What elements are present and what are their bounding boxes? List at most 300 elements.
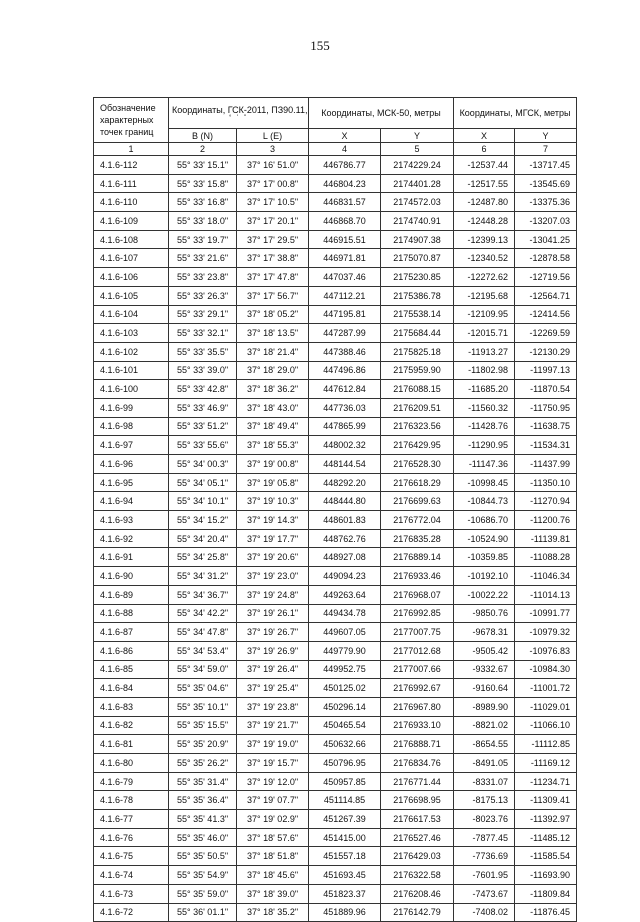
table-row (94, 716, 577, 735)
table-row (94, 511, 577, 530)
cell-mgsk-x: -11685.20 (454, 380, 515, 399)
cell-mgsk-x: -10192.10 (454, 567, 515, 586)
table-row (94, 473, 577, 492)
cell-msk-y: 2176617.53 (381, 810, 454, 829)
cell-msk-x: 450957.85 (309, 772, 381, 791)
cell-point-id: 4.1.6-77 (94, 810, 169, 829)
cell-mgsk-y: -11029.01 (515, 697, 577, 716)
cell-longitude-l: 37° 19' 17.7" (237, 529, 309, 548)
cell-msk-x: 450465.54 (309, 716, 381, 735)
cell-mgsk-y: -11585.54 (515, 847, 577, 866)
cell-msk-y: 2177007.75 (381, 623, 454, 642)
cell-longitude-l: 37° 19' 26.1" (237, 604, 309, 623)
cell-longitude-l: 37° 19' 26.9" (237, 641, 309, 660)
cell-mgsk-y: -13375.36 (515, 193, 577, 212)
cell-longitude-l: 37° 19' 26.4" (237, 660, 309, 679)
column-number: 4 (309, 143, 381, 156)
cell-mgsk-y: -12878.58 (515, 249, 577, 268)
cell-mgsk-y: -10976.83 (515, 641, 577, 660)
cell-msk-y: 2177007.66 (381, 660, 454, 679)
cell-msk-y: 2176888.71 (381, 735, 454, 754)
cell-latitude-b: 55° 36' 01.1" (169, 903, 237, 922)
cell-point-id: 4.1.6-90 (94, 567, 169, 586)
cell-msk-y: 2176429.03 (381, 847, 454, 866)
cell-msk-y: 2176933.46 (381, 567, 454, 586)
cell-longitude-l: 37° 19' 14.3" (237, 511, 309, 530)
table-row (94, 604, 577, 623)
cell-point-id: 4.1.6-94 (94, 492, 169, 511)
cell-longitude-l: 37° 19' 07.7" (237, 791, 309, 810)
cell-msk-x: 448292.20 (309, 473, 381, 492)
cell-mgsk-y: -10984.30 (515, 660, 577, 679)
cell-point-id: 4.1.6-79 (94, 772, 169, 791)
table-row (94, 585, 577, 604)
cell-msk-y: 2174229.24 (381, 156, 454, 175)
cell-msk-y: 2176992.67 (381, 679, 454, 698)
cell-latitude-b: 55° 34' 00.3" (169, 455, 237, 474)
cell-mgsk-x: -8989.90 (454, 697, 515, 716)
cell-mgsk-x: -11802.98 (454, 361, 515, 380)
cell-mgsk-y: -11088.28 (515, 548, 577, 567)
column-number: 7 (515, 143, 577, 156)
cell-msk-x: 448601.83 (309, 511, 381, 530)
cell-point-id: 4.1.6-107 (94, 249, 169, 268)
table-row (94, 847, 577, 866)
cell-longitude-l: 37° 18' 29.0" (237, 361, 309, 380)
cell-latitude-b: 55° 33' 35.5" (169, 342, 237, 361)
cell-msk-x: 451415.00 (309, 828, 381, 847)
cell-msk-x: 450632.66 (309, 735, 381, 754)
cell-mgsk-y: -11014.13 (515, 585, 577, 604)
cell-msk-x: 451889.96 (309, 903, 381, 922)
cell-mgsk-y: -12414.56 (515, 305, 577, 324)
cell-mgsk-x: -11290.95 (454, 436, 515, 455)
cell-mgsk-x: -11428.76 (454, 417, 515, 436)
cell-longitude-l: 37° 18' 21.4" (237, 342, 309, 361)
cell-msk-x: 449952.75 (309, 660, 381, 679)
table-row (94, 286, 577, 305)
cell-msk-x: 451693.45 (309, 866, 381, 885)
cell-point-id: 4.1.6-108 (94, 230, 169, 249)
coordinates-table-body (94, 156, 577, 922)
cell-longitude-l: 37° 19' 19.0" (237, 735, 309, 754)
cell-mgsk-x: -10524.90 (454, 529, 515, 548)
table-row (94, 212, 577, 231)
cell-mgsk-y: -11066.10 (515, 716, 577, 735)
cell-mgsk-x: -11560.32 (454, 398, 515, 417)
table-row (94, 697, 577, 716)
column-number: 3 (237, 143, 309, 156)
cell-msk-y: 2176208.46 (381, 884, 454, 903)
cell-mgsk-x: -8331.07 (454, 772, 515, 791)
cell-msk-x: 448144.54 (309, 455, 381, 474)
cell-msk-x: 447612.84 (309, 380, 381, 399)
cell-mgsk-x: -12109.95 (454, 305, 515, 324)
header-gsk-title: Координаты, ГСК-2011, ПЗ90.11, (172, 105, 308, 115)
cell-latitude-b: 55° 33' 15.1" (169, 156, 237, 175)
cell-latitude-b: 55° 34' 53.4" (169, 641, 237, 660)
cell-point-id: 4.1.6-109 (94, 212, 169, 231)
cell-msk-x: 448002.32 (309, 436, 381, 455)
cell-latitude-b: 55° 34' 59.0" (169, 660, 237, 679)
cell-latitude-b: 55° 35' 46.0" (169, 828, 237, 847)
cell-longitude-l: 37° 16' 51.0" (237, 156, 309, 175)
table-row (94, 324, 577, 343)
header-sub-mgsk-y: Y (515, 129, 577, 143)
cell-msk-y: 2175825.18 (381, 342, 454, 361)
coordinates-table (93, 97, 577, 922)
page-number: 155 (310, 38, 330, 53)
cell-point-id: 4.1.6-78 (94, 791, 169, 810)
cell-msk-y: 2176528.30 (381, 455, 454, 474)
cell-msk-y: 2176618.29 (381, 473, 454, 492)
cell-msk-y: 2175230.85 (381, 268, 454, 287)
cell-longitude-l: 37° 17' 47.8" (237, 268, 309, 287)
cell-latitude-b: 55° 35' 41.3" (169, 810, 237, 829)
cell-msk-y: 2176527.46 (381, 828, 454, 847)
cell-msk-x: 447195.81 (309, 305, 381, 324)
cell-mgsk-x: -7877.45 (454, 828, 515, 847)
table-row (94, 903, 577, 922)
cell-point-id: 4.1.6-103 (94, 324, 169, 343)
cell-longitude-l: 37° 19' 21.7" (237, 716, 309, 735)
cell-latitude-b: 55° 34' 05.1" (169, 473, 237, 492)
header-sub-l: L (E) (237, 129, 309, 143)
cell-msk-x: 451557.18 (309, 847, 381, 866)
cell-mgsk-y: -11200.76 (515, 511, 577, 530)
cell-msk-y: 2176835.28 (381, 529, 454, 548)
cell-longitude-l: 37° 17' 00.8" (237, 174, 309, 193)
cell-msk-x: 449607.05 (309, 623, 381, 642)
cell-mgsk-x: -8491.05 (454, 754, 515, 773)
cell-point-id: 4.1.6-81 (94, 735, 169, 754)
cell-point-id: 4.1.6-102 (94, 342, 169, 361)
cell-point-id: 4.1.6-105 (94, 286, 169, 305)
cell-longitude-l: 37° 19' 10.3" (237, 492, 309, 511)
cell-mgsk-y: -11392.97 (515, 810, 577, 829)
cell-point-id: 4.1.6-74 (94, 866, 169, 885)
cell-mgsk-x: -8821.02 (454, 716, 515, 735)
cell-msk-y: 2176142.79 (381, 903, 454, 922)
cell-latitude-b: 55° 33' 42.8" (169, 380, 237, 399)
cell-latitude-b: 55° 35' 36.4" (169, 791, 237, 810)
cell-mgsk-x: -9160.64 (454, 679, 515, 698)
cell-mgsk-x: -12448.28 (454, 212, 515, 231)
cell-msk-x: 447496.86 (309, 361, 381, 380)
cell-point-id: 4.1.6-85 (94, 660, 169, 679)
cell-msk-y: 2176429.95 (381, 436, 454, 455)
cell-msk-y: 2177012.68 (381, 641, 454, 660)
cell-msk-y: 2176699.63 (381, 492, 454, 511)
cell-msk-x: 446868.70 (309, 212, 381, 231)
cell-msk-y: 2176698.95 (381, 791, 454, 810)
cell-latitude-b: 55° 33' 21.6" (169, 249, 237, 268)
cell-msk-y: 2174401.28 (381, 174, 454, 193)
cell-mgsk-y: -11112.85 (515, 735, 577, 754)
cell-msk-x: 448762.76 (309, 529, 381, 548)
table-row (94, 193, 577, 212)
cell-mgsk-x: -8175.13 (454, 791, 515, 810)
table-row (94, 417, 577, 436)
cell-msk-x: 446915.51 (309, 230, 381, 249)
cell-mgsk-y: -11870.54 (515, 380, 577, 399)
table-row (94, 529, 577, 548)
cell-latitude-b: 55° 35' 15.5" (169, 716, 237, 735)
table-row (94, 791, 577, 810)
cell-latitude-b: 55° 33' 32.1" (169, 324, 237, 343)
cell-point-id: 4.1.6-106 (94, 268, 169, 287)
cell-latitude-b: 55° 35' 59.0" (169, 884, 237, 903)
cell-mgsk-x: -11147.36 (454, 455, 515, 474)
cell-msk-y: 2176323.56 (381, 417, 454, 436)
cell-latitude-b: 55° 34' 36.7" (169, 585, 237, 604)
cell-latitude-b: 55° 33' 39.0" (169, 361, 237, 380)
cell-latitude-b: 55° 33' 29.1" (169, 305, 237, 324)
header-point-designation: Обозначение характерных точек границ (94, 98, 169, 143)
cell-mgsk-x: -8023.76 (454, 810, 515, 829)
table-row (94, 548, 577, 567)
cell-longitude-l: 37° 17' 29.5" (237, 230, 309, 249)
cell-msk-x: 446804.23 (309, 174, 381, 193)
cell-mgsk-y: -13041.25 (515, 230, 577, 249)
cell-mgsk-y: -12719.56 (515, 268, 577, 287)
cell-msk-x: 447287.99 (309, 324, 381, 343)
cell-mgsk-y: -11350.10 (515, 473, 577, 492)
header-gsk-group (169, 98, 309, 129)
cell-mgsk-y: -11809.84 (515, 884, 577, 903)
cell-mgsk-x: -10998.45 (454, 473, 515, 492)
cell-msk-x: 451823.37 (309, 884, 381, 903)
cell-msk-x: 449094.23 (309, 567, 381, 586)
table-row (94, 174, 577, 193)
cell-msk-y: 2176772.04 (381, 511, 454, 530)
cell-point-id: 4.1.6-111 (94, 174, 169, 193)
header-sub-b: B (N) (169, 129, 237, 143)
cell-latitude-b: 55° 35' 26.2" (169, 754, 237, 773)
cell-mgsk-y: -11046.34 (515, 567, 577, 586)
cell-latitude-b: 55° 34' 42.2" (169, 604, 237, 623)
cell-mgsk-y: -11437.99 (515, 455, 577, 474)
cell-point-id: 4.1.6-112 (94, 156, 169, 175)
cell-mgsk-x: -8654.55 (454, 735, 515, 754)
cell-latitude-b: 55° 35' 04.6" (169, 679, 237, 698)
cell-latitude-b: 55° 33' 19.7" (169, 230, 237, 249)
cell-msk-x: 451114.85 (309, 791, 381, 810)
table-row (94, 772, 577, 791)
cell-mgsk-x: -11913.27 (454, 342, 515, 361)
cell-latitude-b: 55° 33' 55.6" (169, 436, 237, 455)
cell-mgsk-y: -11534.31 (515, 436, 577, 455)
cell-point-id: 4.1.6-96 (94, 455, 169, 474)
cell-msk-x: 447037.46 (309, 268, 381, 287)
cell-msk-y: 2174907.38 (381, 230, 454, 249)
cell-point-id: 4.1.6-73 (94, 884, 169, 903)
cell-mgsk-x: -12272.62 (454, 268, 515, 287)
column-number: 6 (454, 143, 515, 156)
table-row (94, 884, 577, 903)
cell-msk-x: 448927.08 (309, 548, 381, 567)
cell-latitude-b: 55° 34' 20.4" (169, 529, 237, 548)
cell-point-id: 4.1.6-110 (94, 193, 169, 212)
cell-mgsk-y: -11638.75 (515, 417, 577, 436)
cell-point-id: 4.1.6-72 (94, 903, 169, 922)
cell-point-id: 4.1.6-86 (94, 641, 169, 660)
cell-msk-x: 447865.99 (309, 417, 381, 436)
cell-longitude-l: 37° 19' 12.0" (237, 772, 309, 791)
cell-mgsk-y: -11997.13 (515, 361, 577, 380)
cell-mgsk-x: -12537.44 (454, 156, 515, 175)
cell-point-id: 4.1.6-75 (94, 847, 169, 866)
cell-point-id: 4.1.6-95 (94, 473, 169, 492)
cell-msk-x: 449434.78 (309, 604, 381, 623)
cell-mgsk-x: -12015.71 (454, 324, 515, 343)
cell-latitude-b: 55° 34' 10.1" (169, 492, 237, 511)
cell-msk-y: 2176771.44 (381, 772, 454, 791)
table-row (94, 268, 577, 287)
header-sub-msk-x: X (309, 129, 381, 143)
table-row (94, 361, 577, 380)
cell-latitude-b: 55° 34' 31.2" (169, 567, 237, 586)
cell-point-id: 4.1.6-100 (94, 380, 169, 399)
cell-msk-x: 447112.21 (309, 286, 381, 305)
cell-mgsk-x: -12195.68 (454, 286, 515, 305)
cell-latitude-b: 55° 35' 54.9" (169, 866, 237, 885)
cell-mgsk-x: -10022.22 (454, 585, 515, 604)
cell-mgsk-x: -9850.76 (454, 604, 515, 623)
cell-longitude-l: 37° 19' 23.8" (237, 697, 309, 716)
cell-latitude-b: 55° 35' 31.4" (169, 772, 237, 791)
cell-msk-x: 450296.14 (309, 697, 381, 716)
cell-point-id: 4.1.6-99 (94, 398, 169, 417)
table-row (94, 342, 577, 361)
cell-point-id: 4.1.6-93 (94, 511, 169, 530)
cell-latitude-b: 55° 33' 16.8" (169, 193, 237, 212)
cell-msk-y: 2176968.07 (381, 585, 454, 604)
cell-mgsk-y: -11485.12 (515, 828, 577, 847)
cell-mgsk-x: -7736.69 (454, 847, 515, 866)
table-row (94, 810, 577, 829)
table-row (94, 641, 577, 660)
table-row (94, 455, 577, 474)
cell-longitude-l: 37° 17' 10.5" (237, 193, 309, 212)
cell-longitude-l: 37° 19' 00.8" (237, 455, 309, 474)
cell-msk-x: 446786.77 (309, 156, 381, 175)
cell-mgsk-x: -9678.31 (454, 623, 515, 642)
cell-longitude-l: 37° 19' 25.4" (237, 679, 309, 698)
cell-latitude-b: 55° 33' 26.3" (169, 286, 237, 305)
cell-point-id: 4.1.6-98 (94, 417, 169, 436)
cell-mgsk-x: -10686.70 (454, 511, 515, 530)
cell-latitude-b: 55° 35' 10.1" (169, 697, 237, 716)
header-mgsk-group: Координаты, МГСК, метры (454, 98, 577, 129)
table-row (94, 623, 577, 642)
cell-mgsk-x: -7473.67 (454, 884, 515, 903)
cell-msk-y: 2176322.58 (381, 866, 454, 885)
cell-msk-y: 2175386.78 (381, 286, 454, 305)
cell-msk-x: 447736.03 (309, 398, 381, 417)
cell-mgsk-y: -13717.45 (515, 156, 577, 175)
table-row (94, 735, 577, 754)
cell-longitude-l: 37° 19' 15.7" (237, 754, 309, 773)
table-row (94, 754, 577, 773)
cell-mgsk-x: -12517.55 (454, 174, 515, 193)
column-number: 2 (169, 143, 237, 156)
cell-longitude-l: 37° 18' 51.8" (237, 847, 309, 866)
cell-msk-x: 451267.39 (309, 810, 381, 829)
cell-mgsk-y: -13545.69 (515, 174, 577, 193)
cell-longitude-l: 37° 18' 39.0" (237, 884, 309, 903)
table-row (94, 156, 577, 175)
cell-point-id: 4.1.6-87 (94, 623, 169, 642)
cell-msk-x: 449779.90 (309, 641, 381, 660)
cell-mgsk-x: -7601.95 (454, 866, 515, 885)
cell-mgsk-y: -10991.77 (515, 604, 577, 623)
cell-msk-y: 2175684.44 (381, 324, 454, 343)
column-number: 5 (381, 143, 454, 156)
cell-point-id: 4.1.6-97 (94, 436, 169, 455)
cell-msk-y: 2176834.76 (381, 754, 454, 773)
cell-msk-y: 2176992.85 (381, 604, 454, 623)
cell-mgsk-y: -11234.71 (515, 772, 577, 791)
cell-msk-y: 2176088.15 (381, 380, 454, 399)
cell-msk-y: 2175959.90 (381, 361, 454, 380)
cell-mgsk-y: -11693.90 (515, 866, 577, 885)
table-row (94, 567, 577, 586)
cell-mgsk-y: -11750.95 (515, 398, 577, 417)
cell-mgsk-y: -12130.29 (515, 342, 577, 361)
header-msk-group: Координаты, МСК-50, метры (309, 98, 454, 129)
cell-longitude-l: 37° 18' 55.3" (237, 436, 309, 455)
cell-longitude-l: 37° 18' 36.2" (237, 380, 309, 399)
cell-mgsk-x: -9332.67 (454, 660, 515, 679)
cell-longitude-l: 37° 18' 49.4" (237, 417, 309, 436)
cell-msk-y: 2174572.03 (381, 193, 454, 212)
table-row (94, 828, 577, 847)
cell-mgsk-y: -11001.72 (515, 679, 577, 698)
column-number: 1 (94, 143, 169, 156)
cell-longitude-l: 37° 18' 35.2" (237, 903, 309, 922)
table-row (94, 230, 577, 249)
cell-latitude-b: 55° 33' 23.8" (169, 268, 237, 287)
cell-msk-y: 2174740.91 (381, 212, 454, 231)
cell-mgsk-x: -12399.13 (454, 230, 515, 249)
cell-msk-x: 446831.57 (309, 193, 381, 212)
cell-latitude-b: 55° 33' 18.0" (169, 212, 237, 231)
cell-mgsk-y: -11139.81 (515, 529, 577, 548)
cell-longitude-l: 37° 18' 45.6" (237, 866, 309, 885)
cell-longitude-l: 37° 17' 56.7" (237, 286, 309, 305)
cell-mgsk-y: -10979.32 (515, 623, 577, 642)
cell-point-id: 4.1.6-76 (94, 828, 169, 847)
cell-latitude-b: 55° 34' 47.8" (169, 623, 237, 642)
cell-latitude-b: 55° 33' 15.8" (169, 174, 237, 193)
cell-point-id: 4.1.6-88 (94, 604, 169, 623)
cell-latitude-b: 55° 33' 46.9" (169, 398, 237, 417)
cell-msk-y: 2176889.14 (381, 548, 454, 567)
cell-mgsk-x: -10844.73 (454, 492, 515, 511)
cell-msk-x: 447388.46 (309, 342, 381, 361)
cell-msk-x: 446971.81 (309, 249, 381, 268)
cell-msk-y: 2176209.51 (381, 398, 454, 417)
cell-point-id: 4.1.6-80 (94, 754, 169, 773)
cell-longitude-l: 37° 17' 38.8" (237, 249, 309, 268)
cell-point-id: 4.1.6-91 (94, 548, 169, 567)
cell-latitude-b: 55° 33' 51.2" (169, 417, 237, 436)
cell-mgsk-y: -13207.03 (515, 212, 577, 231)
cell-mgsk-y: -12269.59 (515, 324, 577, 343)
table-row (94, 436, 577, 455)
table-row (94, 249, 577, 268)
